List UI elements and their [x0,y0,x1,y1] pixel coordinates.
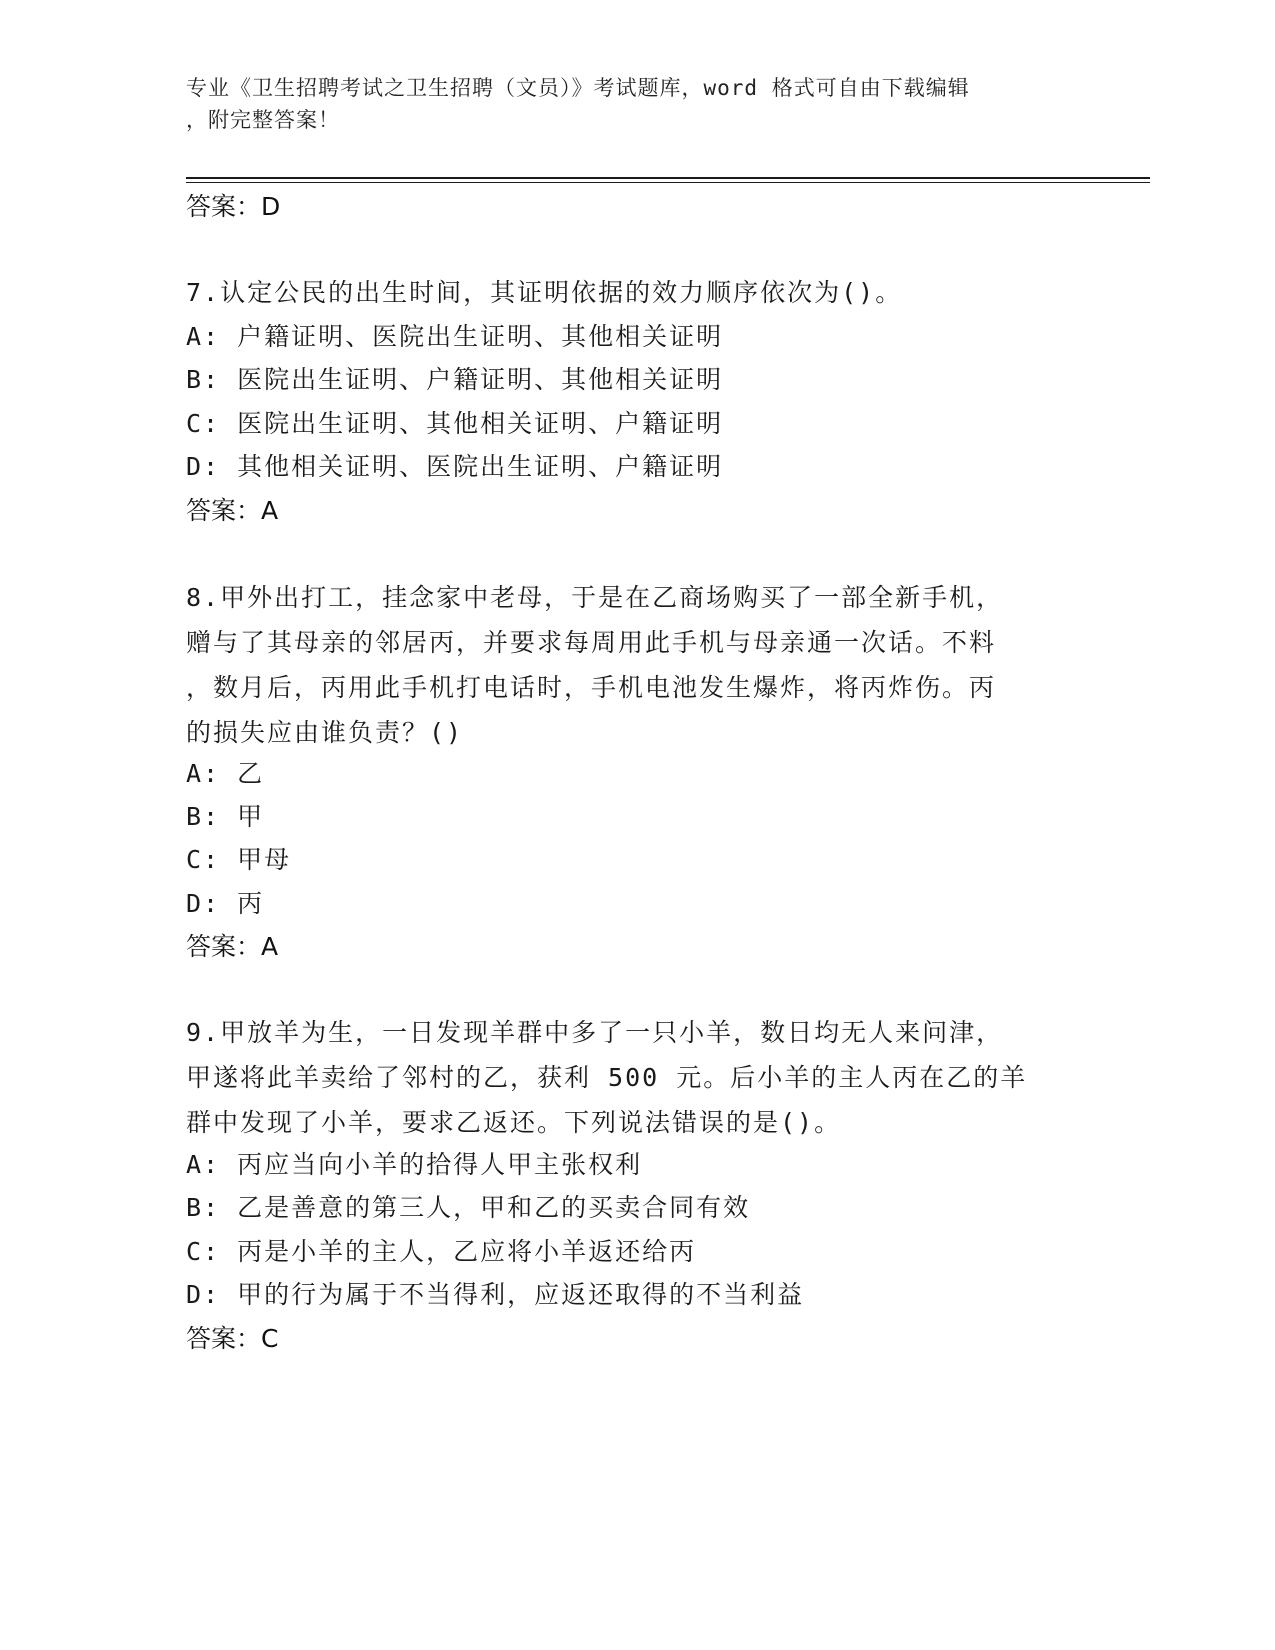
question-9-option-a: A: 丙应当向小羊的拾得人甲主张权利 [186,1150,643,1179]
question-9-option-d: D: 甲的行为属于不当得利，应返还取得的不当利益 [186,1280,805,1309]
header-divider-thick [186,177,1150,179]
question-line: 赠与了其母亲的邻居丙，并要求每周用此手机与母亲通一次话。不料 [186,628,997,657]
question-7-option-d: D: 其他相关证明、医院出生证明、户籍证明 [186,452,724,481]
header-line-1: 专业《卫生招聘考试之卫生招聘（文员）》考试题库，word 格式可自由下载编辑 [186,76,970,100]
question-9-option-c: C: 丙是小羊的主人，乙应将小羊返还给丙 [186,1237,697,1266]
question-line: 的损失应由谁负责？() [186,718,464,747]
document-header [186,72,1066,136]
question-8-option-a: A: 乙 [186,759,265,788]
question-7-option-a: A: 户籍证明、医院出生证明、其他相关证明 [186,322,724,351]
question-7-option-b: B: 医院出生证明、户籍证明、其他相关证明 [186,365,724,394]
question-line: 群中发现了小羊，要求乙返还。下列说法错误的是()。 [186,1108,842,1137]
question-9-text [186,1010,1066,1145]
question-8-text [186,575,1066,755]
question-7-text [186,270,1066,315]
question-8-option-b: B: 甲 [186,802,265,831]
question-line: 8.甲外出打工，挂念家中老母，于是在乙商场购买了一部全新手机， [186,583,1004,612]
question-8-answer: 答案：A [186,932,279,961]
previous-answer: 答案：D [186,192,281,221]
question-7-answer: 答案：A [186,496,279,525]
header-line-2: ，附完整答案！ [186,108,340,132]
question-8-option-d: D: 丙 [186,889,265,918]
question-line: ，数月后，丙用此手机打电话时，手机电池发生爆炸，将丙炸伤。丙 [186,673,997,702]
question-8-option-c: C: 甲母 [186,845,292,874]
header-divider-thin [186,182,1150,183]
question-9-option-b: B: 乙是善意的第三人，甲和乙的买卖合同有效 [186,1193,751,1222]
question-line: 9.甲放羊为生，一日发现羊群中多了一只小羊，数日均无人来问津， [186,1018,1004,1047]
question-7-option-c: C: 医院出生证明、其他相关证明、户籍证明 [186,409,724,438]
question-line: 7.认定公民的出生时间，其证明依据的效力顺序依次为()。 [186,278,903,307]
question-9-answer: 答案：C [186,1324,279,1353]
question-line: 甲遂将此羊卖给了邻村的乙，获利 500 元。后小羊的主人丙在乙的羊 [186,1063,1028,1092]
